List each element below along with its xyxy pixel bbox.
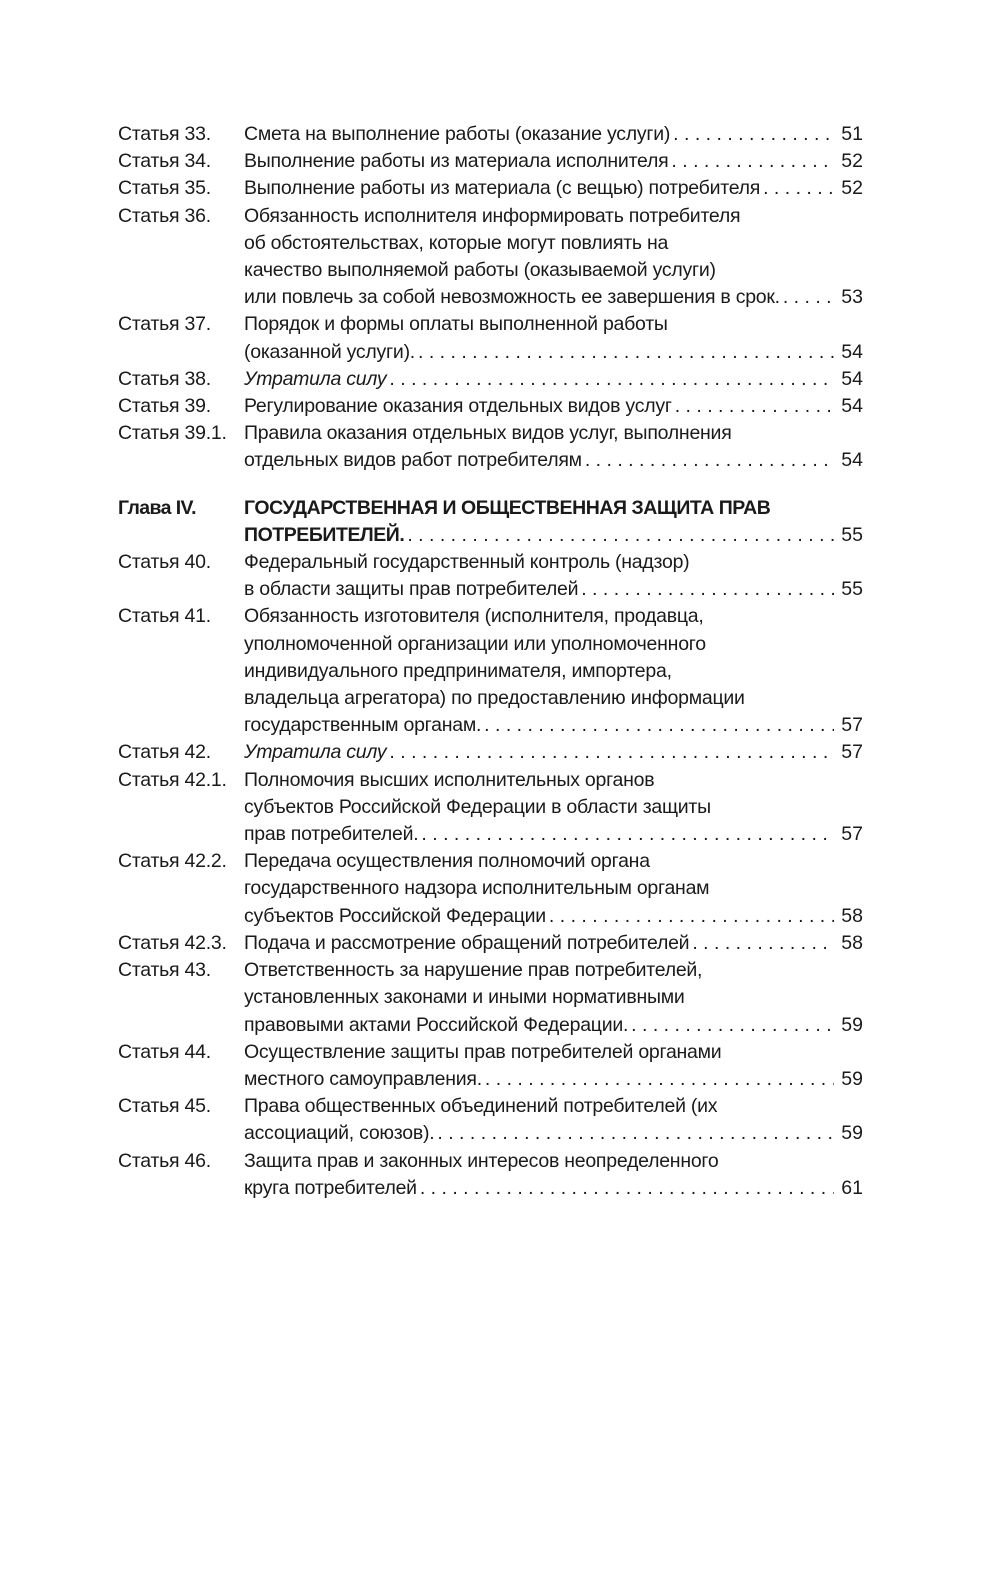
toc-entry[interactable] <box>118 175 863 202</box>
entry-title-line: правовыми актами Российской Федерации. <box>244 1013 629 1036</box>
toc-entry[interactable] <box>118 930 863 957</box>
page-number: 53 <box>841 286 863 309</box>
dot-leader <box>673 121 834 148</box>
dot-leader <box>418 339 834 366</box>
dot-leader <box>485 1066 834 1093</box>
page-number: 54 <box>841 367 863 390</box>
article-label: Статья 38. <box>118 367 211 390</box>
article-label: Статья 42.3. <box>118 931 227 954</box>
toc-entry[interactable] <box>118 311 863 365</box>
entry-title-line: государственным органам. <box>244 714 482 737</box>
dot-leader <box>421 821 834 848</box>
entry-title <box>244 175 863 202</box>
entry-title <box>244 393 863 420</box>
entry-title-line: Обязанность изготовителя (исполнителя, продавца, <box>244 605 704 628</box>
toc-entry[interactable] <box>118 203 863 312</box>
page-number: 54 <box>841 449 863 472</box>
page-number: 55 <box>841 578 863 601</box>
entry-last-line <box>244 148 863 175</box>
entry-title-line: Выполнение работы из материала (с вещью) потребителя <box>244 177 761 200</box>
entry-last-line <box>244 739 863 766</box>
entry-title-line: ПОТРЕБИТЕЛЕЙ. <box>244 523 405 546</box>
entry-title-line: Полномочия высших исполнительных органов <box>244 768 655 791</box>
entry-title-line: или повлечь за собой невозможность ее завершения в срок. <box>244 286 780 309</box>
article-label: Статья 44. <box>118 1040 211 1063</box>
entry-last-line <box>244 522 863 549</box>
page-number: 61 <box>841 1176 863 1199</box>
entry-title <box>244 1093 863 1147</box>
toc-entry[interactable] <box>118 393 863 420</box>
entry-title-line: в области защиты прав потребителей <box>244 578 579 601</box>
article-label: Статья 45. <box>118 1095 211 1118</box>
entry-last-line <box>244 121 863 148</box>
entry-title <box>244 767 863 849</box>
entry-last-line <box>244 1066 863 1093</box>
dot-leader <box>549 903 834 930</box>
page-number: 57 <box>841 823 863 846</box>
page-number: 54 <box>841 340 863 363</box>
toc-entry[interactable] <box>118 148 863 175</box>
entry-title-line: отдельных видов работ потребителям <box>244 449 582 472</box>
toc-entry[interactable] <box>118 1148 863 1202</box>
toc-entry[interactable] <box>118 420 863 474</box>
entry-title <box>244 148 863 175</box>
dot-leader <box>585 447 834 474</box>
dot-leader <box>389 739 834 766</box>
entry-title <box>244 495 863 549</box>
entry-title-line: Правила оказания отдельных видов услуг, выполнения <box>244 422 732 445</box>
page-number: 58 <box>841 931 863 954</box>
article-label: Статья 34. <box>118 150 211 173</box>
page-number: 59 <box>841 1067 863 1090</box>
entry-last-line <box>244 1012 863 1039</box>
article-label: Статья 42. <box>118 741 211 764</box>
entry-title-line: государственного надзора исполнительным органам <box>244 877 710 900</box>
entry-title-line: прав потребителей. <box>244 823 419 846</box>
entry-last-line <box>244 1175 863 1202</box>
dot-leader <box>675 393 834 420</box>
entry-title-line: Подача и рассмотрение обращений потребителей <box>244 931 690 954</box>
entry-title <box>244 366 863 393</box>
page-number: 59 <box>841 1122 863 1145</box>
toc-entry[interactable] <box>118 957 863 1039</box>
page-number: 52 <box>841 177 863 200</box>
toc-entry[interactable] <box>118 848 863 930</box>
entry-title-line: субъектов Российской Федерации <box>244 904 546 927</box>
dot-leader <box>389 366 834 393</box>
toc-entry[interactable] <box>118 121 863 148</box>
entry-last-line <box>244 393 863 420</box>
dot-leader <box>407 522 834 549</box>
toc-entry[interactable] <box>118 366 863 393</box>
entry-last-line <box>244 339 863 366</box>
dot-leader <box>783 284 834 311</box>
dot-leader <box>763 175 834 202</box>
entry-last-line <box>244 447 863 474</box>
entry-last-line <box>244 284 863 311</box>
entry-title <box>244 311 863 365</box>
article-label: Статья 39.1. <box>118 422 227 445</box>
entry-title <box>244 930 863 957</box>
entry-title <box>244 603 863 739</box>
entry-last-line <box>244 1120 863 1147</box>
page-number: 54 <box>841 395 863 418</box>
article-label: Статья 42.1. <box>118 768 227 791</box>
toc-entry[interactable] <box>118 767 863 849</box>
article-label: Статья 37. <box>118 313 211 336</box>
toc-entry[interactable] <box>118 549 863 603</box>
entry-title-line: Защита прав и законных интересов неопределенного <box>244 1149 719 1172</box>
article-label: Статья 33. <box>118 123 211 145</box>
page-number: 57 <box>841 741 863 764</box>
article-label: Статья 35. <box>118 177 211 200</box>
entry-last-line <box>244 712 863 739</box>
entry-title-line: Утратила силу <box>244 367 387 390</box>
entry-title-line: индивидуального предпринимателя, импортера, <box>244 659 672 682</box>
entry-last-line <box>244 175 863 202</box>
page-number: 58 <box>841 904 863 927</box>
chapter-label: Глава IV. <box>118 496 196 519</box>
entry-title-line: Права общественных объединений потребителей (их <box>244 1095 718 1118</box>
entry-title <box>244 739 863 766</box>
entry-title-line: ассоциаций, союзов). <box>244 1122 435 1145</box>
entry-title <box>244 1148 863 1202</box>
entry-title-line: владельца агрегатора) по предоставлению информации <box>244 687 745 710</box>
entry-title <box>244 848 863 930</box>
article-label: Статья 41. <box>118 605 211 628</box>
entry-title-line: Осуществление защиты прав потребителей органами <box>244 1040 722 1063</box>
page-number: 52 <box>841 150 863 173</box>
entry-title-line: (оказанной услуги). <box>244 340 415 363</box>
entry-title <box>244 1039 863 1093</box>
entry-title-line: ГОСУДАРСТВЕННАЯ И ОБЩЕСТВЕННАЯ ЗАЩИТА ПРАВ <box>244 496 771 519</box>
entry-last-line <box>244 576 863 603</box>
page-number: 55 <box>841 523 863 546</box>
page-number: 51 <box>841 123 863 145</box>
entry-title <box>244 420 863 474</box>
entry-last-line <box>244 903 863 930</box>
article-label: Статья 43. <box>118 959 211 982</box>
toc-entry[interactable] <box>118 603 863 739</box>
entry-title-line: Выполнение работы из материала исполнителя <box>244 150 669 173</box>
table-of-contents <box>118 121 863 1202</box>
entry-title <box>244 957 863 1039</box>
entry-title-line: Утратила силу <box>244 741 387 764</box>
entry-title <box>244 549 863 603</box>
entry-title-line: установленных законами и иными нормативными <box>244 986 685 1009</box>
article-label: Статья 42.2. <box>118 850 227 873</box>
article-label: Статья 39. <box>118 395 211 418</box>
toc-entry[interactable] <box>118 1093 863 1147</box>
entry-title-line: уполномоченной организации или уполномоченного <box>244 632 706 655</box>
entry-title-line: Смета на выполнение работы (оказание услуги) <box>244 123 671 145</box>
toc-entry[interactable] <box>118 1039 863 1093</box>
dot-leader <box>671 148 834 175</box>
entry-title-line: Ответственность за нарушение прав потребителей, <box>244 959 703 982</box>
entry-title-line: об обстоятельствах, которые могут повлиять на <box>244 231 669 254</box>
entry-title-line: Порядок и формы оплаты выполненной работы <box>244 313 668 336</box>
entry-title-line: круга потребителей <box>244 1176 417 1199</box>
dot-leader <box>631 1012 834 1039</box>
article-label: Статья 46. <box>118 1149 211 1172</box>
toc-entry[interactable] <box>118 739 863 766</box>
page-number: 59 <box>841 1013 863 1036</box>
entry-title-line: местного самоуправления. <box>244 1067 482 1090</box>
dot-leader <box>581 576 834 603</box>
page-number: 57 <box>841 714 863 737</box>
entry-title-line: Передача осуществления полномочий органа <box>244 850 650 873</box>
entry-last-line <box>244 930 863 957</box>
entry-last-line <box>244 366 863 393</box>
dot-leader <box>692 930 834 957</box>
entry-last-line <box>244 821 863 848</box>
dot-leader <box>437 1120 834 1147</box>
article-label: Статья 40. <box>118 551 211 574</box>
dot-leader <box>484 712 834 739</box>
entry-title <box>244 203 863 312</box>
entry-title-line: Федеральный государственный контроль (надзор) <box>244 551 690 574</box>
entry-title-line: субъектов Российской Федерации в области защиты <box>244 795 711 818</box>
entry-title-line: Обязанность исполнителя информировать потребителя <box>244 204 741 227</box>
dot-leader <box>420 1175 834 1202</box>
entry-title-line: качество выполняемой работы (оказываемой услуги) <box>244 259 716 282</box>
article-label: Статья 36. <box>118 204 211 227</box>
entry-title <box>244 121 863 148</box>
entry-title-line: Регулирование оказания отдельных видов услуг <box>244 395 672 418</box>
toc-chapter-entry[interactable] <box>118 495 863 549</box>
